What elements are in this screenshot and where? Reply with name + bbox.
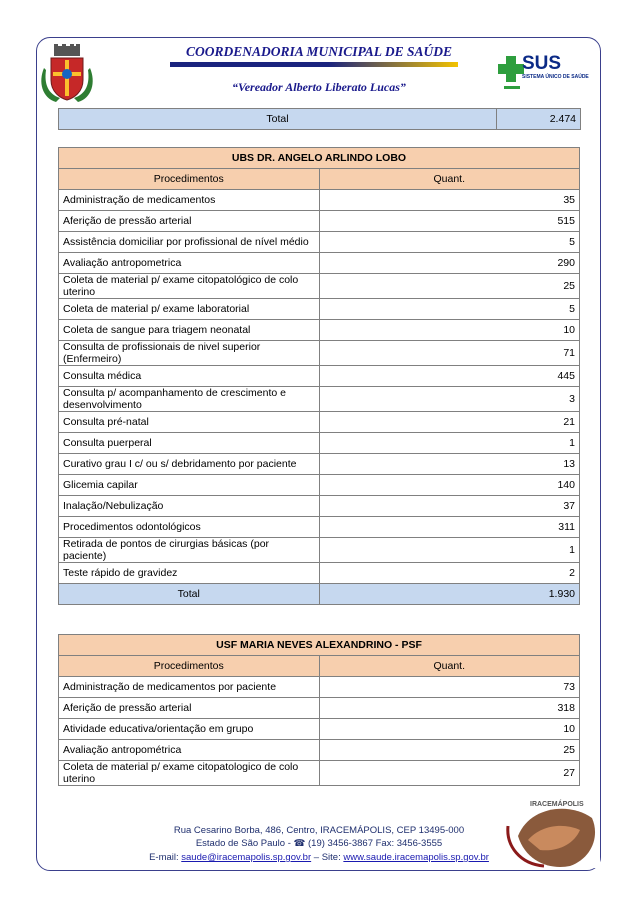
table-row — [59, 433, 580, 454]
table-row — [59, 454, 580, 475]
procedure-quantity: 318 — [319, 698, 580, 719]
table-row — [59, 387, 580, 412]
procedure-name: Consulta médica — [59, 366, 320, 387]
total-label: Total — [59, 584, 320, 605]
procedure-quantity: 10 — [319, 719, 580, 740]
procedure-quantity: 515 — [319, 211, 580, 232]
table-row — [59, 496, 580, 517]
table-row — [59, 475, 580, 496]
procedure-quantity: 73 — [319, 677, 580, 698]
section-title-row — [59, 148, 580, 169]
procedure-name: Coleta de material p/ exame citopatologico de colo uterino — [59, 761, 320, 786]
procedure-quantity: 3 — [319, 387, 580, 412]
table-row — [59, 299, 580, 320]
table-row — [59, 517, 580, 538]
procedure-name: Coleta de material p/ exame laboratorial — [59, 299, 320, 320]
procedure-name: Administração de medicamentos — [59, 190, 320, 211]
table-row — [59, 761, 580, 786]
total-value: 2.474 — [497, 109, 581, 130]
svg-text:IRACEMÁPOLIS: IRACEMÁPOLIS — [530, 801, 584, 808]
column-header-quant: Quant. — [319, 656, 580, 677]
table-row — [59, 253, 580, 274]
table-row — [59, 274, 580, 299]
procedure-name: Aferição de pressão arterial — [59, 211, 320, 232]
table-row — [59, 190, 580, 211]
procedure-quantity: 5 — [319, 232, 580, 253]
procedure-quantity: 71 — [319, 341, 580, 366]
table-row — [59, 677, 580, 698]
footer-email-link[interactable]: saude@iracemapolis.sp.gov.br — [181, 852, 312, 863]
procedure-quantity: 1 — [319, 538, 580, 563]
procedure-name: Consulta p/ acompanhamento de crescimento e desenvolvimento — [59, 387, 320, 412]
footer-phone-numbers: (19) 3456-3867 Fax: 3456-3555 — [305, 838, 443, 849]
procedure-quantity: 1 — [319, 433, 580, 454]
table-row — [59, 412, 580, 433]
procedure-name: Atividade educativa/orientação em grupo — [59, 719, 320, 740]
procedure-name: Coleta de material p/ exame citopatológico de colo uterino — [59, 274, 320, 299]
procedure-quantity: 37 — [319, 496, 580, 517]
column-header-procedimentos: Procedimentos — [59, 169, 320, 190]
procedure-quantity: 445 — [319, 366, 580, 387]
procedure-quantity: 25 — [319, 274, 580, 299]
sus-logo-subtext: SISTEMA ÚNICO DE SAÚDE — [522, 74, 589, 80]
footer-email-label: E-mail: — [149, 852, 182, 863]
page-subtitle: “Vereador Alberto Liberato Lucas” — [232, 80, 406, 94]
procedure-name: Assistência domiciliar por profissional de nível médio — [59, 232, 320, 253]
table-row — [59, 698, 580, 719]
sus-logo-text: SUS — [522, 53, 562, 74]
procedure-name: Avaliação antropométrica — [59, 740, 320, 761]
procedure-name: Consulta puerperal — [59, 433, 320, 454]
total-label: Total — [59, 109, 497, 130]
coordination-seal-icon — [500, 796, 600, 868]
procedure-quantity: 25 — [319, 740, 580, 761]
section-title: UBS DR. ANGELO ARLINDO LOBO — [59, 148, 580, 169]
page-title: COORDENADORIA MUNICIPAL DE SAÚDE — [186, 44, 452, 59]
procedure-name: Glicemia capilar — [59, 475, 320, 496]
table-row — [59, 232, 580, 253]
title-underline — [170, 62, 458, 67]
procedure-quantity: 2 — [319, 563, 580, 584]
usf-maria-neves-table — [58, 634, 580, 786]
procedure-quantity: 35 — [319, 190, 580, 211]
procedure-name: Consulta pré-natal — [59, 412, 320, 433]
phone-icon: ☎ — [293, 838, 306, 849]
procedure-name: Aferição de pressão arterial — [59, 698, 320, 719]
procedure-quantity: 27 — [319, 761, 580, 786]
procedure-name: Retirada de pontos de cirurgias básicas (por paciente) — [59, 538, 320, 563]
table-row — [59, 320, 580, 341]
procedure-quantity: 10 — [319, 320, 580, 341]
procedure-name: Consulta de profissionais de nivel superior (Enfermeiro) — [59, 341, 320, 366]
footer-site-link[interactable]: www.saude.iracemapolis.sp.gov.br — [343, 852, 489, 863]
ubs-angelo-table — [58, 147, 580, 605]
procedure-name: Coleta de sangue para triagem neonatal — [59, 320, 320, 341]
procedure-quantity: 311 — [319, 517, 580, 538]
total-row — [59, 109, 581, 130]
section-title: USF MARIA NEVES ALEXANDRINO - PSF — [59, 635, 580, 656]
section-title-row — [59, 635, 580, 656]
procedure-name: Administração de medicamentos por paciente — [59, 677, 320, 698]
column-header-quant: Quant. — [319, 169, 580, 190]
previous-total-table — [58, 108, 581, 130]
table-row — [59, 719, 580, 740]
footer-phone-prefix: Estado de São Paulo - — [195, 838, 294, 849]
total-value: 1.930 — [319, 584, 580, 605]
procedure-name: Curativo grau I c/ ou s/ debridamento por paciente — [59, 454, 320, 475]
column-header-row — [59, 656, 580, 677]
column-header-procedimentos: Procedimentos — [59, 656, 320, 677]
table-row — [59, 211, 580, 232]
procedure-quantity: 5 — [319, 299, 580, 320]
procedure-quantity: 140 — [319, 475, 580, 496]
column-header-row — [59, 169, 580, 190]
procedure-name: Procedimentos odontológicos — [59, 517, 320, 538]
procedure-name: Teste rápido de gravidez — [59, 563, 320, 584]
table-row — [59, 538, 580, 563]
procedure-quantity: 290 — [319, 253, 580, 274]
procedure-quantity: 21 — [319, 412, 580, 433]
table-row — [59, 341, 580, 366]
table-row — [59, 563, 580, 584]
procedure-name: Avaliação antropometrica — [59, 253, 320, 274]
footer-site-label: – Site: — [311, 852, 344, 863]
procedure-quantity: 13 — [319, 454, 580, 475]
table-row — [59, 366, 580, 387]
table-row — [59, 740, 580, 761]
footer-address: Rua Cesarino Borba, 486, Centro, IRACEMÁPOLIS, CEP 13495-000 — [173, 825, 465, 836]
procedure-name: Inalação/Nebulização — [59, 496, 320, 517]
total-row — [59, 584, 580, 605]
